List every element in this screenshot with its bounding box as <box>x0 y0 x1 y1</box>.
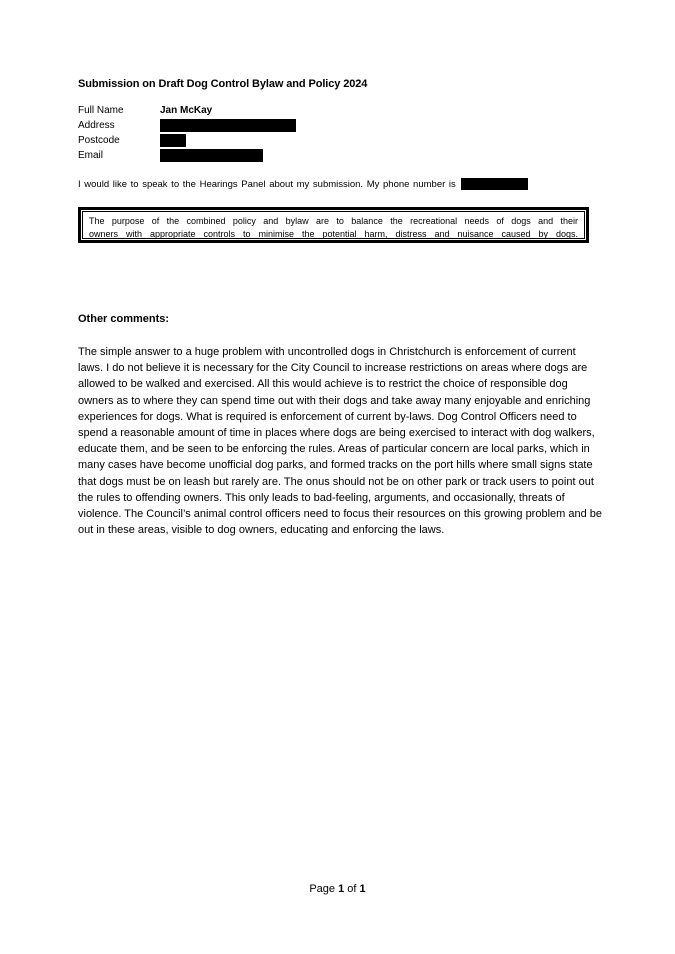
detail-row-full-name <box>78 103 296 118</box>
detail-row-email <box>78 148 296 163</box>
page-word: Page <box>309 883 336 895</box>
phone-redaction <box>461 178 528 190</box>
full-name-label: Full Name <box>78 105 124 116</box>
detail-row-postcode <box>78 133 296 148</box>
address-label: Address <box>78 120 115 131</box>
page-total: 1 <box>359 883 366 895</box>
page-current: 1 <box>338 883 345 895</box>
full-name-value: Jan McKay <box>160 105 213 116</box>
purpose-text <box>82 211 585 239</box>
purpose-line-1: The purpose of the combined policy and bylaw are to balance the recreational needs of dogs and their <box>89 216 578 226</box>
of-word: of <box>347 883 357 895</box>
postcode-redaction <box>160 134 186 147</box>
comments-heading: Other comments: <box>78 313 170 325</box>
detail-row-address <box>78 118 296 133</box>
email-label: Email <box>78 150 104 161</box>
address-redaction <box>160 119 296 132</box>
document-title: Submission on Draft Dog Control Bylaw and Policy 2024 <box>78 78 368 90</box>
purpose-box <box>78 207 589 243</box>
speak-request-line <box>78 178 528 190</box>
purpose-line-2: owners with appropriate controls to minimise the potential harm, distress and nuisance caused by dogs. <box>89 229 578 239</box>
speak-request-text: I would like to speak to the Hearings Panel about my submission. My phone number is <box>78 178 456 190</box>
page-footer <box>0 883 675 895</box>
postcode-label: Postcode <box>78 135 120 146</box>
submitter-details <box>78 103 296 163</box>
email-redaction <box>160 149 263 162</box>
comments-body: The simple answer to a huge problem with uncontrolled dogs in Christchurch is enforcement of current laws. I do not believe it is necessary for the City Council to increase restrictions on areas where dogs are allowed to be walked and exercised. All this would achieve is to restrict the choice of responsible dog owners as to where they can spend time out with their dogs and take away many enjoyable and enriching experiences for dogs. What is required is enforcement of current by-laws. Dog Control Officers need to spend a reasonable amount of time in places where dogs are being exercised to interact with dog walkers, educate them, and be seen to be enforcing the rules. Areas of particular concern are local parks, which in many cases have become unofficial dog parks, and formed tracks on the port hills where small signs state that dogs must be on leash but rarely are. The onus should not be on other park or track users to point out the rules to offending owners. This only leads to bad-feeling, arguments, and occasionally, threats of violence. The Council’s animal control officers need to focus their resources on this growing problem and be out in these areas, visible to dog owners, educating and enforcing the laws. <box>78 346 603 537</box>
